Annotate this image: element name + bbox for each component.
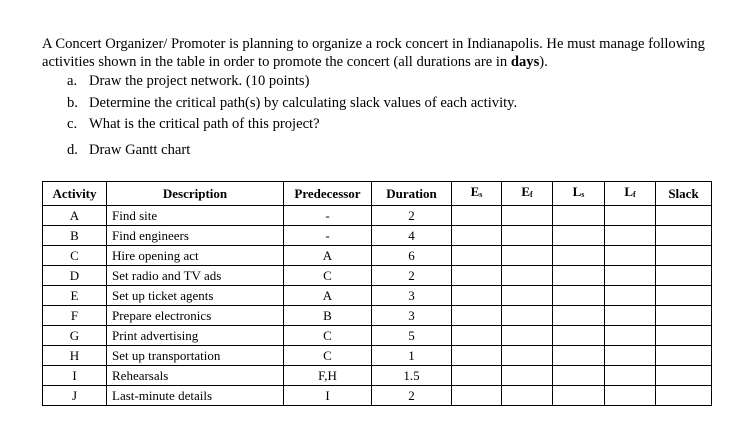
cell-lf[interactable] [605, 226, 656, 246]
intro-text-end: ). [539, 54, 548, 70]
header-ls-main: L [572, 184, 582, 199]
cell-es[interactable] [452, 306, 502, 326]
question-text: Draw the project network. (10 points) [89, 73, 310, 89]
cell-ls[interactable] [553, 326, 605, 346]
cell-es[interactable] [452, 286, 502, 306]
table-row [43, 226, 712, 246]
cell-es[interactable] [452, 326, 502, 346]
cell-duration: 2 [372, 206, 452, 226]
table-row [43, 266, 712, 286]
header-ef-sub: f [530, 190, 533, 199]
cell-description: Hire opening act [107, 246, 284, 266]
table-row [43, 346, 712, 366]
cell-description: Find site [107, 206, 284, 226]
cell-slack[interactable] [656, 346, 712, 366]
cell-description: Last-minute details [107, 386, 284, 406]
header-predecessor: Predecessor [284, 182, 372, 206]
cell-duration: 3 [372, 306, 452, 326]
cell-es[interactable] [452, 346, 502, 366]
cell-ls[interactable] [553, 386, 605, 406]
cell-ls[interactable] [553, 366, 605, 386]
cell-ef[interactable] [502, 346, 553, 366]
header-lf [605, 182, 656, 206]
cell-ef[interactable] [502, 326, 553, 346]
cell-activity: I [43, 366, 107, 386]
cell-activity: B [43, 226, 107, 246]
cell-slack[interactable] [656, 206, 712, 226]
table-row [43, 366, 712, 386]
cell-description: Set radio and TV ads [107, 266, 284, 286]
cell-lf[interactable] [605, 266, 656, 286]
question-text: What is the critical path of this project? [89, 116, 320, 132]
cell-duration: 6 [372, 246, 452, 266]
cell-lf[interactable] [605, 326, 656, 346]
question-label: d. [67, 141, 78, 158]
table-header-row [43, 182, 712, 206]
intro-bold-text: days [510, 54, 540, 70]
question-text: Draw Gantt chart [89, 141, 191, 158]
cell-ef[interactable] [502, 366, 553, 386]
header-activity: Activity [43, 182, 107, 206]
cell-activity: G [43, 326, 107, 346]
cell-description: Rehearsals [107, 366, 284, 386]
cell-predecessor: F,H [284, 366, 372, 386]
question-b [67, 93, 517, 115]
cell-activity: F [43, 306, 107, 326]
cell-slack[interactable] [656, 286, 712, 306]
header-ls-sub: s [581, 190, 585, 199]
cell-description: Prepare electronics [107, 306, 284, 326]
cell-predecessor: - [284, 206, 372, 226]
cell-duration: 1.5 [372, 366, 452, 386]
cell-slack[interactable] [656, 266, 712, 286]
cell-lf[interactable] [605, 306, 656, 326]
question-d [67, 140, 517, 162]
activity-table [42, 181, 712, 406]
cell-ef[interactable] [502, 246, 553, 266]
cell-es[interactable] [452, 366, 502, 386]
header-ls [553, 182, 605, 206]
header-lf-sub: f [633, 190, 636, 199]
cell-ef[interactable] [502, 226, 553, 246]
header-ef [502, 182, 553, 206]
cell-predecessor: C [284, 326, 372, 346]
header-slack: Slack [656, 182, 712, 206]
cell-duration: 2 [372, 386, 452, 406]
cell-slack[interactable] [656, 386, 712, 406]
cell-ef[interactable] [502, 306, 553, 326]
table-row [43, 246, 712, 266]
cell-duration: 3 [372, 286, 452, 306]
cell-ls[interactable] [553, 206, 605, 226]
cell-activity: A [43, 206, 107, 226]
cell-description: Set up transportation [107, 346, 284, 366]
cell-ef[interactable] [502, 386, 553, 406]
question-a [67, 71, 517, 93]
cell-es[interactable] [452, 226, 502, 246]
cell-duration: 1 [372, 346, 452, 366]
cell-lf[interactable] [605, 246, 656, 266]
question-text: Determine the critical path(s) by calculating slack values of each activity. [89, 94, 518, 111]
cell-predecessor: A [284, 246, 372, 266]
cell-duration: 4 [372, 226, 452, 246]
cell-predecessor: B [284, 306, 372, 326]
cell-slack[interactable] [656, 226, 712, 246]
cell-ls[interactable] [553, 226, 605, 246]
cell-description: Find engineers [107, 226, 284, 246]
header-es-sub: s [479, 190, 483, 199]
cell-lf[interactable] [605, 386, 656, 406]
table-row [43, 286, 712, 306]
cell-lf[interactable] [605, 366, 656, 386]
header-duration: Duration [372, 182, 452, 206]
question-label: b. [67, 94, 78, 111]
cell-slack[interactable] [656, 366, 712, 386]
cell-ef[interactable] [502, 266, 553, 286]
table-row [43, 386, 712, 406]
cell-activity: C [43, 246, 107, 266]
cell-activity: H [43, 346, 107, 366]
cell-duration: 5 [372, 326, 452, 346]
cell-es[interactable] [452, 246, 502, 266]
question-label: c. [67, 116, 78, 132]
problem-statement [42, 35, 722, 71]
header-ef-main: E [521, 184, 530, 199]
table-row [43, 206, 712, 226]
header-description: Description [107, 182, 284, 206]
cell-predecessor: A [284, 286, 372, 306]
header-es [452, 182, 502, 206]
cell-description: Print advertising [107, 326, 284, 346]
intro-text: A Concert Organizer/ Promoter is planning to organize a rock concert in Indianapolis. He must manage following activities shown in the table in order to promote the concert (all durations are in [42, 36, 705, 70]
table-row [43, 326, 712, 346]
cell-predecessor: - [284, 226, 372, 246]
cell-es[interactable] [452, 386, 502, 406]
cell-activity: J [43, 386, 107, 406]
cell-activity: D [43, 266, 107, 286]
question-c [67, 114, 517, 136]
table-row [43, 306, 712, 326]
question-label: a. [67, 73, 78, 89]
cell-ls[interactable] [553, 346, 605, 366]
cell-ls[interactable] [553, 286, 605, 306]
cell-slack[interactable] [656, 306, 712, 326]
cell-predecessor: C [284, 266, 372, 286]
question-list [67, 71, 517, 161]
cell-activity: E [43, 286, 107, 306]
cell-ef[interactable] [502, 206, 553, 226]
cell-slack[interactable] [656, 246, 712, 266]
cell-es[interactable] [452, 206, 502, 226]
cell-ls[interactable] [553, 266, 605, 286]
cell-lf[interactable] [605, 286, 656, 306]
cell-duration: 2 [372, 266, 452, 286]
cell-es[interactable] [452, 266, 502, 286]
cell-description: Set up ticket agents [107, 286, 284, 306]
cell-ls[interactable] [553, 306, 605, 326]
cell-ls[interactable] [553, 246, 605, 266]
header-lf-main: L [624, 184, 633, 199]
cell-lf[interactable] [605, 346, 656, 366]
header-es-main: E [470, 184, 480, 199]
cell-predecessor: I [284, 386, 372, 406]
cell-lf[interactable] [605, 206, 656, 226]
cell-slack[interactable] [656, 326, 712, 346]
cell-ef[interactable] [502, 286, 553, 306]
cell-predecessor: C [284, 346, 372, 366]
